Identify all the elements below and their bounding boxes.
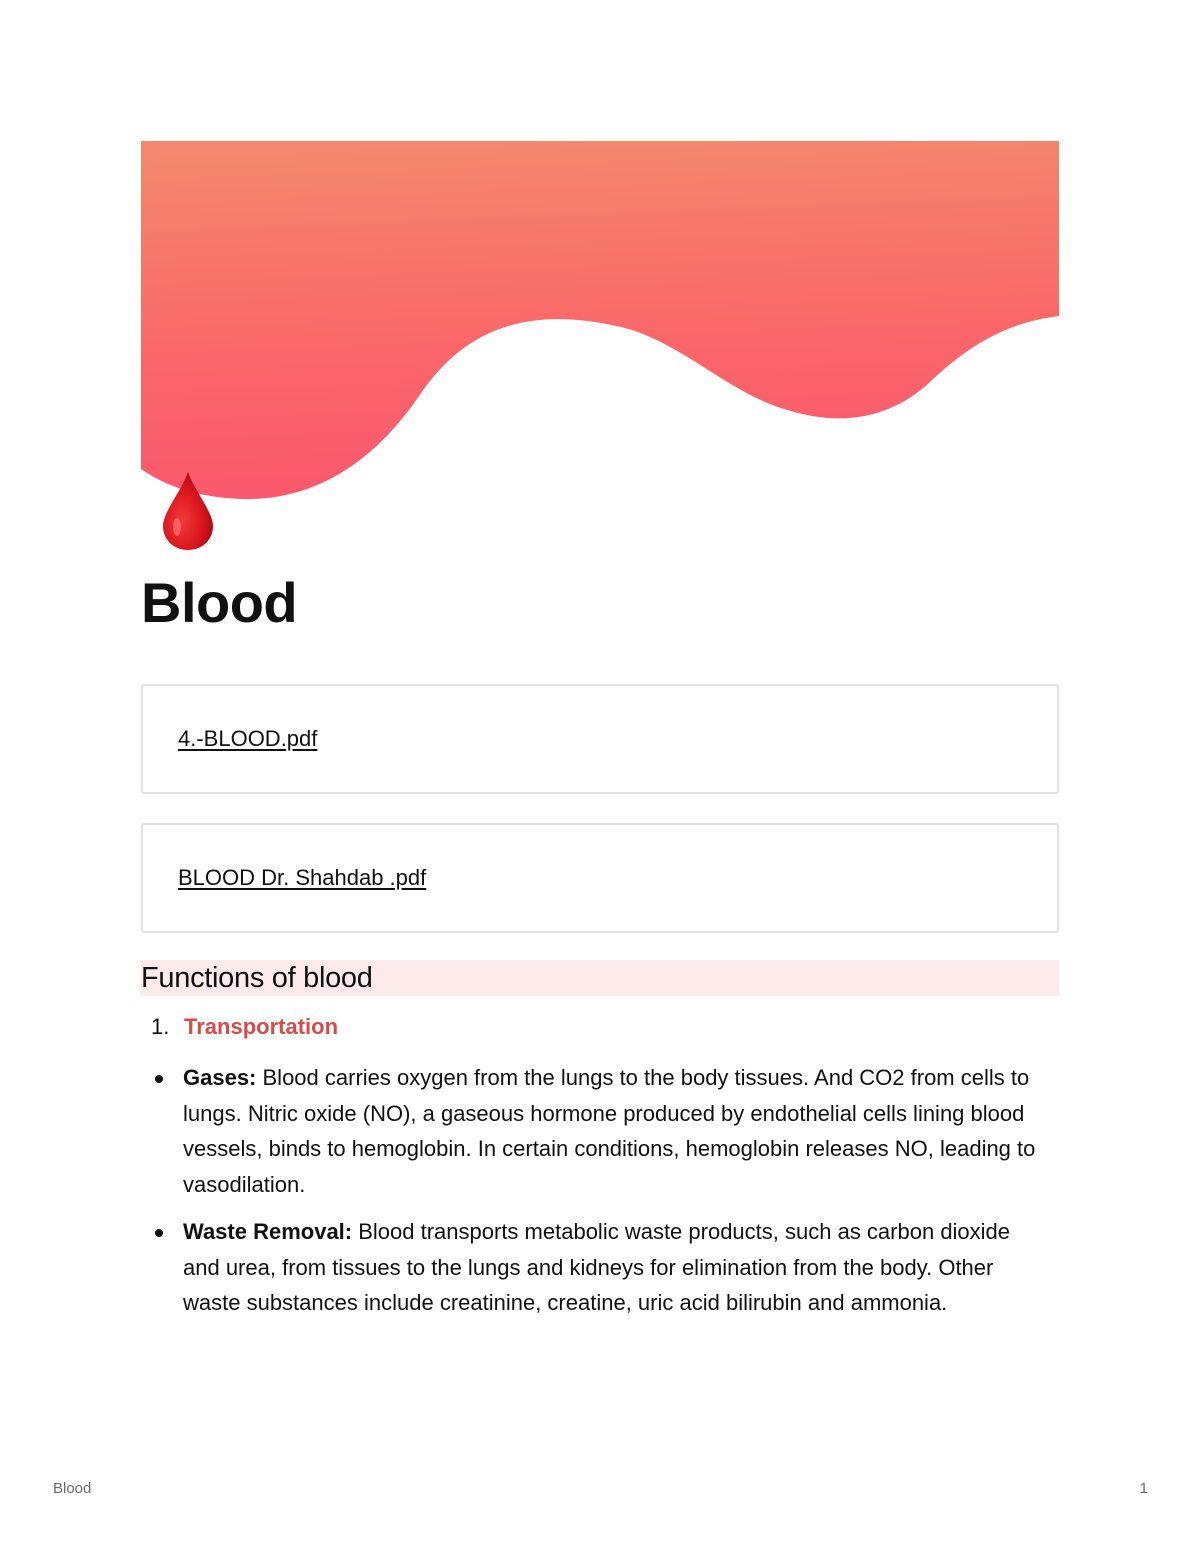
footer-title: Blood — [53, 1480, 92, 1497]
cover-wave-graphic — [141, 141, 1059, 501]
bullet-list — [141, 1060, 1059, 1333]
attachment-card[interactable] — [141, 823, 1059, 933]
bullet-dot-icon — [155, 1229, 163, 1237]
attachment-card[interactable] — [141, 684, 1059, 794]
attachment-link[interactable]: 4.-BLOOD.pdf — [178, 726, 318, 751]
attachment-link[interactable]: BLOOD Dr. Shahdab .pdf — [178, 865, 427, 890]
bullet-dot-icon — [155, 1075, 163, 1083]
page-number: 1 — [1139, 1480, 1148, 1497]
section-heading: Functions of blood — [141, 960, 1059, 996]
page-title: Blood — [141, 571, 298, 634]
bullet-term: Waste Removal: — [183, 1219, 353, 1244]
bullet-item — [141, 1060, 1043, 1202]
numbered-list-item — [151, 1012, 338, 1042]
list-item-label: Transportation — [184, 1014, 339, 1039]
bullet-item — [141, 1214, 1043, 1321]
bullet-text: Blood transports metabolic waste products, such as carbon dioxide and urea, from tissues to the lungs and kidneys for elimination from the body. Other waste substances include creatinine, creatine, uric acid bilirubin and ammonia. — [183, 1219, 1011, 1315]
bullet-text: Blood carries oxygen from the lungs to the body tissues. And CO2 from cells to lungs. Nitric oxide (NO), a gaseous hormone produced by endothelial cells lining blood vessels, binds to hemoglobin. In certain conditions, hemoglobin releases NO, leading to vasodilation. — [183, 1065, 1036, 1197]
cover-image — [141, 141, 1059, 501]
drop-of-blood-icon — [158, 470, 218, 554]
list-number: 1. — [151, 1014, 170, 1039]
bullet-term: Gases: — [183, 1065, 257, 1090]
